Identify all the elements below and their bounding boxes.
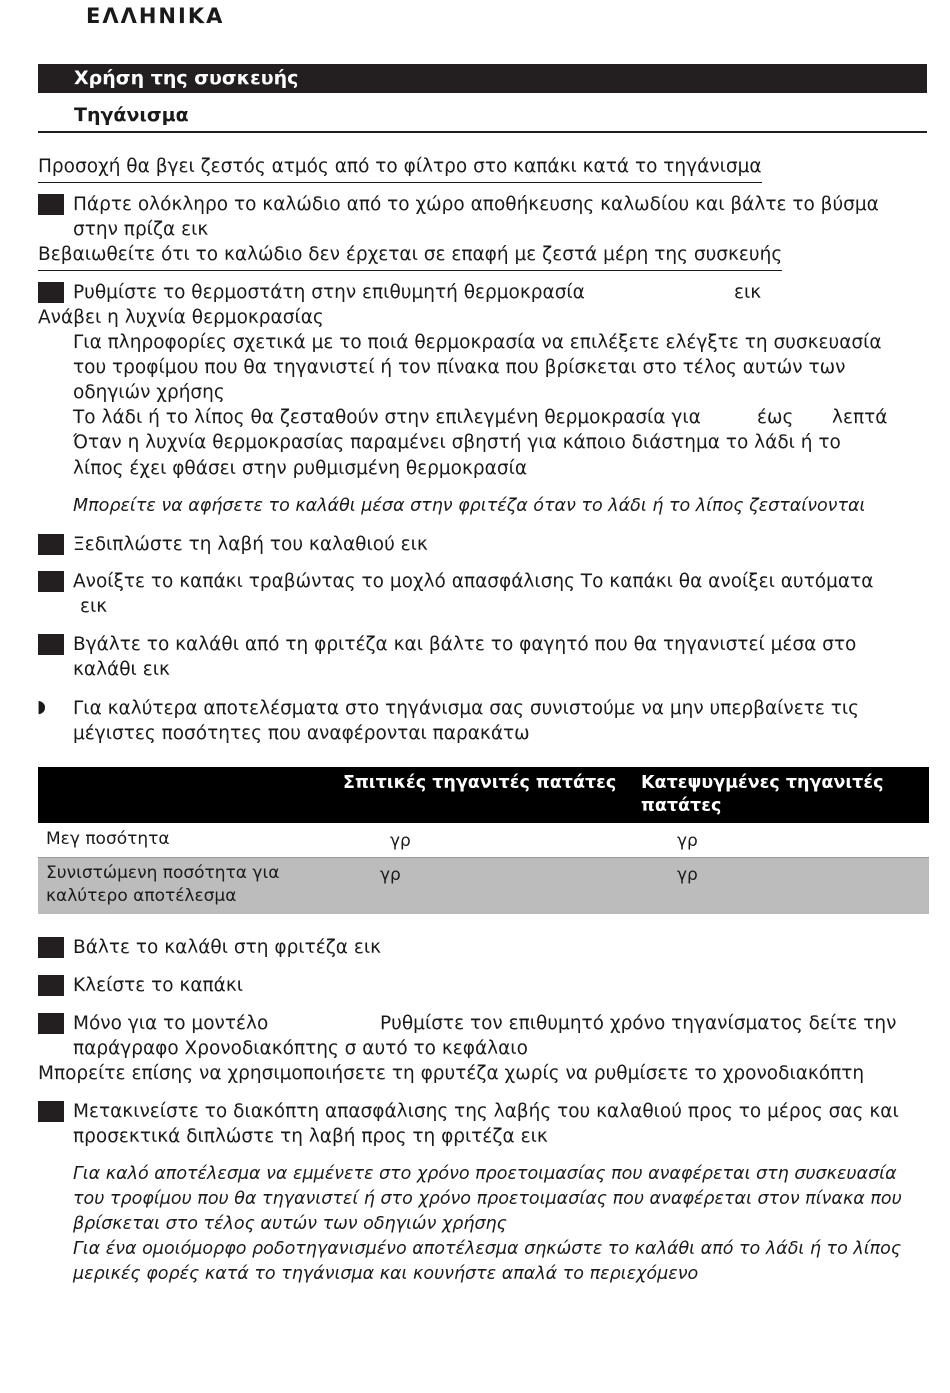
bullet-1-line-2: μέγιστες ποσότητες που αναφέρονται παρακάτω <box>73 723 530 744</box>
step-5-line-1: Βγάλτε το καλάθι από τη φριτέζα και βάλτε το φαγητό που θα τηγανιστεί μέσα στο <box>73 634 857 655</box>
tip-3-line-1: Για ένα ομοιόμορφο ροδοτηγανισμένο αποτέλεσμα σηκώστε το καλάθι από το λάδι ή το λίπος <box>73 1239 902 1259</box>
step-9-line-2: προσεκτικά διπλώστε τη λαβή προς τη φριτέζα εικ <box>73 1126 548 1147</box>
step-8-line-2: παράγραφο Χρονοδιακόπτης σ αυτό το κεφάλαιο <box>73 1038 528 1059</box>
table-row-2-home: γρ <box>380 865 401 885</box>
step-8-model: Μόνο για το μοντέλο <box>73 1013 269 1034</box>
step-4-marker <box>38 571 64 592</box>
table-row-2-frozen: γρ <box>677 865 698 885</box>
step-2-figure: εικ <box>734 282 762 303</box>
step-3-text: Ξεδιπλώστε τη λαβή του καλαθιού εικ <box>73 534 428 555</box>
info-2-range: έως <box>757 407 794 428</box>
step-1-line-1: Πάρτε ολόκληρο το καλώδιο από το χώρο αποθήκευσης καλωδίου και βάλτε το βύσμα <box>73 194 879 215</box>
subsection-title: Τηγάνισμα <box>74 104 189 126</box>
info-1-line-3: οδηγιών χρήσης <box>73 382 225 403</box>
step-5-line-2: καλάθι εικ <box>73 659 170 680</box>
language-label: ΕΛΛΗΝΙΚΑ <box>86 4 225 28</box>
step-1-marker <box>38 194 64 215</box>
table-header-frozen-fries-line-1: Κατεψυγμένες τηγανιτές <box>641 773 884 793</box>
half-circle-bullet-icon: ◗ <box>37 697 46 717</box>
tip-2-line-3: βρίσκεται στο τέλος αυτών των οδηγιών χρήσης <box>73 1214 507 1234</box>
caution-text: Προσοχή θα βγει ζεστός ατμός από το φίλτρο στο καπάκι κατά το τηγάνισμα <box>38 154 762 183</box>
step-2-result: Ανάβει η λυχνία θερμοκρασίας <box>38 307 324 328</box>
tip-1: Μπορείτε να αφήσετε το καλάθι μέσα στην φριτέζα όταν το λάδι ή το λίπος ζεσταίνονται <box>73 496 866 516</box>
step-8-marker <box>38 1013 64 1034</box>
step-4-line-1: Ανοίξτε το καπάκι τραβώντας το μοχλό απασφάλισης Το καπάκι θα ανοίξει αυτόματα <box>73 571 874 592</box>
table-row-1-label: Μεγ ποσότητα <box>46 829 170 849</box>
tip-2-line-2: του τροφίμου που θα τηγανιστεί ή στο χρόνο προετοιμασίας που αναφέρεται στον πίνακα που <box>73 1189 902 1209</box>
note-timer: Μπορείτε επίσης να χρησιμοποιήσετε τη φρυτέζα χωρίς να ρυθμίσετε το χρονοδιακόπτη <box>38 1063 865 1084</box>
step-9-marker <box>38 1101 64 1122</box>
bullet-1-line-1: Για καλύτερα αποτελέσματα στο τηγάνισμα σας συνιστούμε να μην υπερβαίνετε τις <box>73 698 860 719</box>
info-1-line-1: Για πληροφορίες σχετικά με το ποιά θερμοκρασία να επιλέξετε ελέγξτε τη συσκευασία <box>73 332 882 353</box>
step-8-text: Ρυθμίστε τον επιθυμητό χρόνο τηγανίσματος δείτε την <box>380 1013 897 1034</box>
info-2-text: Το λάδι ή το λίπος θα ζεσταθούν στην επιλεγμένη θερμοκρασία για <box>73 407 701 428</box>
info-3-line-2: λίπος έχει φθάσει στην ρυθμισμένη θερμοκρασία <box>73 458 528 479</box>
step-4-line-2: εικ <box>80 596 108 617</box>
step-7-text: Κλείστε το καπάκι <box>73 975 244 996</box>
table-row-2-label-line-1: Συνιστώμενη ποσότητα για <box>46 863 280 883</box>
section-title: Χρήση της συσκευής <box>74 67 299 89</box>
step-1-line-2: στην πρίζα εικ <box>73 219 209 240</box>
step-7-marker <box>38 975 64 996</box>
step-2-text: Ρυθμίστε το θερμοστάτη στην επιθυμητή θερμοκρασία <box>73 282 585 303</box>
step-2-marker <box>38 282 64 303</box>
step-6-text: Βάλτε το καλάθι στη φριτέζα εικ <box>73 937 382 958</box>
info-1-line-2: του τροφίμου που θα τηγανιστεί ή τον πίνακα που βρίσκεται στο τέλος αυτών των <box>73 357 846 378</box>
table-row-2-label-line-2: καλύτερο αποτέλεσμα <box>46 886 237 906</box>
table-row-1-frozen: γρ <box>677 831 698 851</box>
step-9-line-1: Μετακινείστε το διακόπτη απασφάλισης της λαβής του καλαθιού προς το μέρος σας και <box>73 1101 899 1122</box>
info-3-line-1: Όταν η λυχνία θερμοκρασίας παραμένει σβηστή για κάποιο διάστημα το λάδι ή το <box>73 432 841 453</box>
table-header-home-fries: Σπιτικές τηγανιτές πατάτες <box>343 773 617 793</box>
info-2-unit: λεπτά <box>832 407 888 428</box>
tip-3-line-2: μερικές φορές κατά το τηγάνισμα και κουνήστε απαλά το περιεχόμενο <box>73 1264 699 1284</box>
step-3-marker <box>38 534 64 555</box>
step-5-marker <box>38 634 64 655</box>
step-6-marker <box>38 937 64 958</box>
tip-2-line-1: Για καλό αποτέλεσμα να εμμένετε στο χρόνο προετοιμασίας που αναφέρεται στη συσκευασία <box>73 1164 897 1184</box>
table-header-frozen-fries-line-2: πατάτες <box>641 796 722 816</box>
table-row-1-home: γρ <box>390 831 411 851</box>
note-cable: Βεβαιωθείτε ότι το καλώδιο δεν έρχεται σε επαφή με ζεστά μέρη της συσκευής <box>38 242 782 271</box>
subsection-rule <box>38 131 927 133</box>
